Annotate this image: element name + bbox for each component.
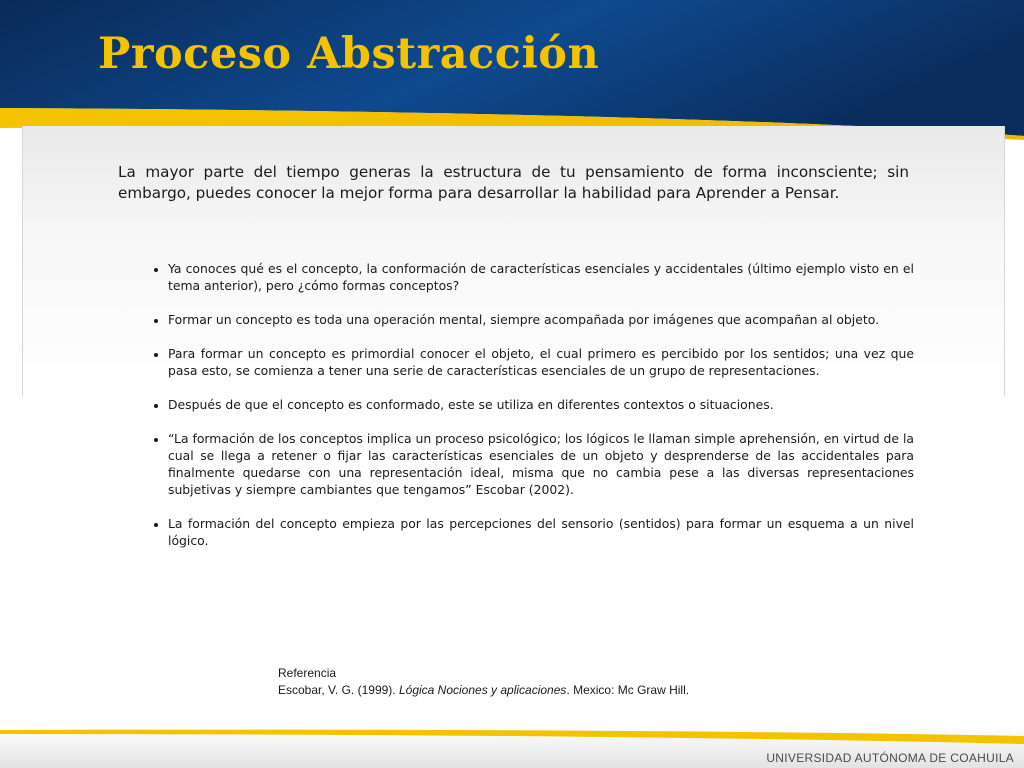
bullet-item: • Después de que el concepto es conformado, este se utiliza en diferentes contextos o situaciones. <box>168 396 914 413</box>
bullet-list <box>150 260 914 566</box>
bullet-item: • “La formación de los conceptos implica un proceso psicológico; los lógicos le llaman simple aprehensión, en virtud de la cual se llega a retener o fijar las características esenciales de un objeto y desprenderse de las accidentales para finalmente quedarse con una representación ideal, misma que no cambia pese a las diversas representaciones subjetivas y siempre cambiantes que tengamos” Escobar (2002). <box>168 430 914 498</box>
reference-publisher: . Mexico: Mc Graw Hill. <box>566 683 690 697</box>
reference-heading: Referencia <box>278 666 337 680</box>
bullet-item: • La formación del concepto empieza por las percepciones del sensorio (sentidos) para formar un esquema a un nivel lógico. <box>168 515 914 549</box>
intro-paragraph: La mayor parte del tiempo generas la estructura de tu pensamiento de forma inconsciente; sin embargo, puedes conocer la mejor forma para desarrollar la habilidad para Aprender a Pensar. <box>118 163 909 202</box>
university-name: UNIVERSIDAD AUTÓNOMA DE COAHUILA <box>766 751 1014 765</box>
reference-book-title: Lógica Nociones y aplicaciones <box>398 683 567 697</box>
bullet-item: • Formar un concepto es toda una operación mental, siempre acompañada por imágenes que acompañan al objeto. <box>168 311 914 328</box>
slide-title: Proceso Abstracción <box>98 29 600 79</box>
reference-block <box>278 665 689 699</box>
bullet-item: • Para formar un concepto es primordial conocer el objeto, el cual primero es percibido por los sentidos; una vez que pasa esto, se comienza a tener una serie de características esenciales de un grupo de representaciones. <box>168 345 914 379</box>
reference-author: Escobar, V. G. (1999). <box>278 683 399 697</box>
bullet-item: • Ya conoces qué es el concepto, la conformación de características esenciales y accidentales (último ejemplo visto en el tema anterior), pero ¿cómo formas conceptos? <box>168 260 914 294</box>
